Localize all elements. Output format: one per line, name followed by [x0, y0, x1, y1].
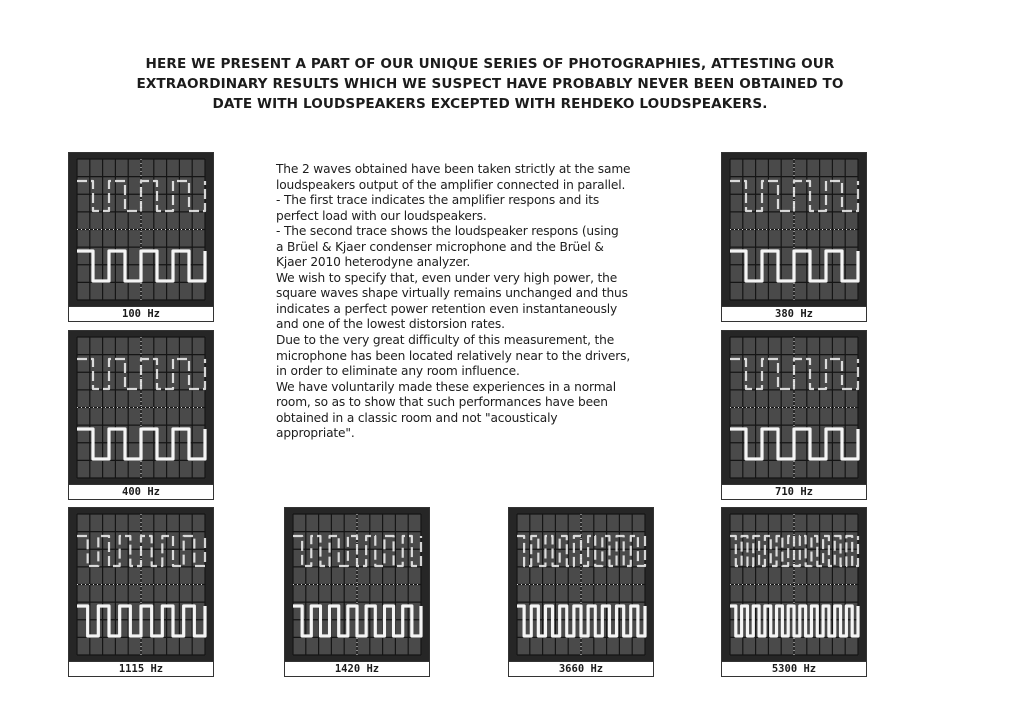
oscilloscope-trace [722, 331, 866, 484]
oscilloscope-screen [721, 507, 867, 662]
oscilloscope-trace [722, 508, 866, 661]
body-line: a Brüel & Kjaer condenser microphone and the Brüel & [276, 239, 604, 254]
photo-caption: 400 Hz [68, 485, 214, 500]
oscilloscope-screen [68, 152, 214, 307]
headline-line: EXTRAORDINARY RESULTS WHICH WE SUSPECT HAVE PROBABLY NEVER BEEN OBTAINED TO [136, 76, 844, 92]
oscilloscope-trace [69, 331, 213, 484]
body-line: The 2 waves obtained have been taken strictly at the same [276, 162, 631, 176]
oscilloscope-screen [68, 507, 214, 662]
body-line: We wish to specify that, even under very high power, the [276, 270, 618, 285]
oscilloscope-photo [508, 507, 654, 683]
oscilloscope-trace [69, 153, 213, 306]
body-line: in order to eliminate any room influence. [276, 364, 520, 379]
oscilloscope-photo [68, 507, 214, 683]
oscilloscope-screen [721, 330, 867, 485]
oscilloscope-trace [69, 508, 213, 661]
headline [100, 54, 880, 114]
body-line: room, so as to show that such performances have been [276, 395, 608, 410]
body-line: - The first trace indicates the amplifier respons and its [276, 193, 600, 208]
photo-caption: 5300 Hz [721, 662, 867, 677]
body-line: perfect load with our loudspeakers. [276, 208, 487, 223]
body-line: appropriate". [276, 426, 355, 441]
photo-caption: 1420 Hz [284, 662, 430, 677]
oscilloscope-screen [721, 152, 867, 307]
oscilloscope-trace [285, 508, 429, 661]
oscilloscope-trace [722, 153, 866, 306]
oscilloscope-photo [68, 152, 214, 328]
photo-caption: 100 Hz [68, 307, 214, 322]
body-line: Kjaer 2010 heterodyne analyzer. [276, 255, 471, 270]
body-line: obtained in a classic room and not "acousticaly [276, 410, 558, 425]
body-line: and one of the lowest distorsion rates. [276, 317, 505, 332]
oscilloscope-photo [284, 507, 430, 683]
body-line: microphone has been located relatively near to the drivers, [276, 348, 631, 363]
body-text [276, 162, 696, 442]
headline-line: HERE WE PRESENT A PART OF OUR UNIQUE SERIES OF PHOTOGRAPHIES, ATTESTING OUR [145, 56, 835, 72]
body-line: indicates a perfect power retention even instantaneously [276, 301, 618, 316]
oscilloscope-screen [284, 507, 430, 662]
oscilloscope-photo [721, 152, 867, 328]
headline-line: DATE WITH LOUDSPEAKERS EXCEPTED WITH REHDEKO LOUDSPEAKERS. [212, 96, 768, 112]
photo-caption: 1115 Hz [68, 662, 214, 677]
body-line: loudspeakers output of the amplifier connected in parallel. [276, 177, 626, 192]
oscilloscope-screen [508, 507, 654, 662]
oscilloscope-screen [68, 330, 214, 485]
body-line: We have voluntarily made these experiences in a normal [276, 379, 616, 394]
photo-caption: 3660 Hz [508, 662, 654, 677]
loudspeaker-trace [293, 606, 421, 636]
oscilloscope-photo [68, 330, 214, 506]
oscilloscope-photo [721, 330, 867, 506]
body-line: - The second trace shows the loudspeaker respons (using [276, 224, 619, 239]
body-line: square waves shape virtually remains unchanged and thus [276, 286, 628, 301]
body-line: Due to the very great difficulty of this measurement, the [276, 333, 615, 348]
photo-caption: 710 Hz [721, 485, 867, 500]
oscilloscope-photo [721, 507, 867, 683]
photo-caption: 380 Hz [721, 307, 867, 322]
oscilloscope-trace [509, 508, 653, 661]
